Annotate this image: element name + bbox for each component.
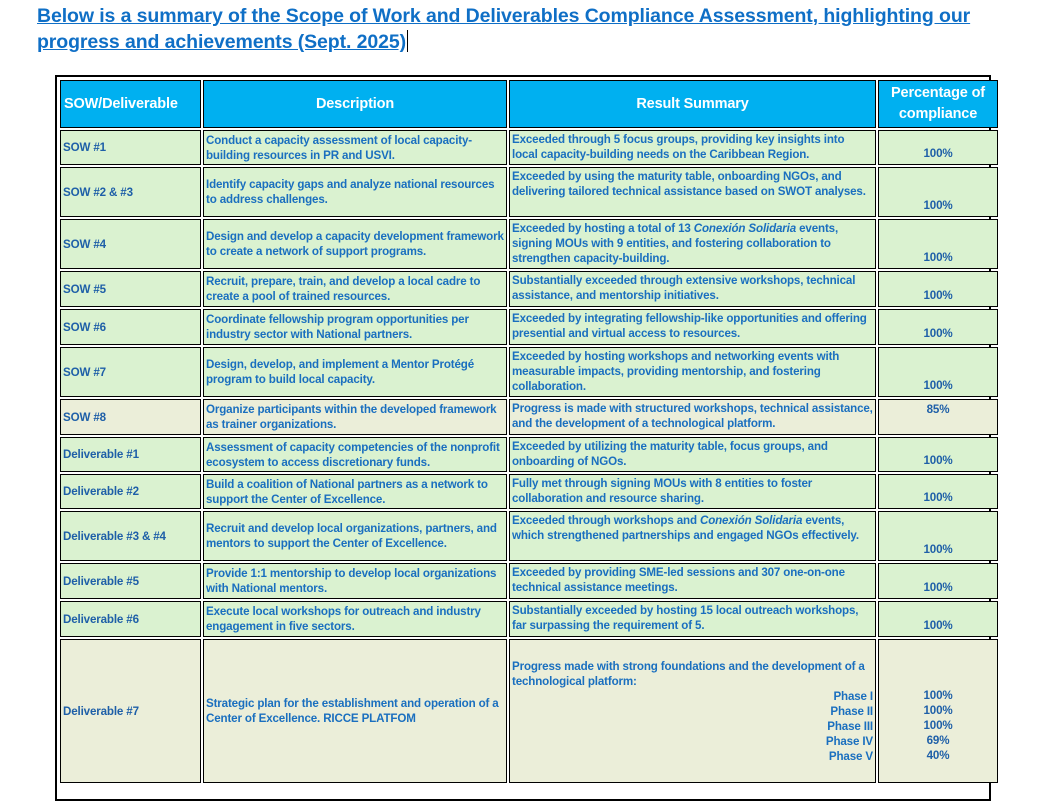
- header-sow-deliverable: SOW/Deliverable: [60, 80, 201, 128]
- phase-label: Phase I: [833, 689, 873, 703]
- result-italic-text: Conexión Solidaria: [699, 514, 803, 527]
- row-result: [509, 601, 876, 637]
- row-result: [509, 511, 876, 561]
- row-percent: 100%: [878, 601, 998, 637]
- table-row: [60, 511, 998, 561]
- compliance-table-frame: [55, 75, 991, 801]
- row-percent: [878, 639, 998, 783]
- row-result: [509, 130, 876, 165]
- result-text: Progress is made with structured workshops, technical assistance, and the development of a technological platform.: [512, 402, 873, 430]
- table-row: [60, 347, 998, 397]
- phase-percent: 100%: [923, 688, 953, 702]
- row-result: [509, 309, 876, 345]
- row-description: Strategic plan for the establishment and operation of a Center of Excellence. RICCE PLATFOM: [203, 639, 507, 783]
- result-text: Exceeded by hosting a total of 13: [512, 222, 694, 235]
- row-result: [509, 563, 876, 599]
- row-percent: 100%: [878, 130, 998, 165]
- phase-percent: 100%: [923, 718, 953, 732]
- table-row: [60, 474, 998, 509]
- row-description: Conduct a capacity assessment of local capacity-building resources in PR and USVI.: [203, 130, 507, 165]
- row-id: Deliverable #2: [60, 474, 201, 509]
- row-percent: 100%: [878, 271, 998, 307]
- result-text: Exceeded by providing SME-led sessions and 307 one-on-one technical assistance meetings.: [512, 566, 845, 594]
- row-percent: 100%: [878, 563, 998, 599]
- row-result: [509, 271, 876, 307]
- result-text-cont: events, which strengthened partnerships and engaged NGOs effectively.: [512, 514, 859, 542]
- phase-label: Phase IV: [825, 734, 873, 748]
- table-row: [60, 309, 998, 345]
- row-id: Deliverable #7: [60, 639, 201, 783]
- phase-percent: 40%: [926, 748, 950, 762]
- result-text: Exceeded by hosting workshops and networking events with measurable impacts, providing mentorship, and fostering collaboration.: [512, 350, 840, 393]
- result-italic-text: Conexión Solidaria: [693, 222, 797, 235]
- phase-list: [512, 689, 873, 764]
- result-text: Fully met through signing MOUs with 8 entities to foster collaboration and resource sharing.: [512, 477, 813, 505]
- result-text-cont: events, signing MOUs with 9 entities, and fostering collaboration to strengthen capacity-building.: [512, 222, 839, 265]
- row-id: SOW #7: [60, 347, 201, 397]
- result-text: Substantially exceeded by hosting 15 local outreach workshops, far surpassing the requirement of 5.: [512, 604, 859, 632]
- row-id: SOW #5: [60, 271, 201, 307]
- phase-label: Phase III: [827, 719, 873, 733]
- row-result: [509, 399, 876, 435]
- row-id: Deliverable #1: [60, 437, 201, 472]
- row-percent: 100%: [878, 437, 998, 472]
- table-row: [60, 167, 998, 217]
- row-id: SOW #6: [60, 309, 201, 345]
- result-text: Exceeded through 5 focus groups, providing key insights into local capacity-building needs on the Caribbean Region.: [512, 133, 845, 161]
- row-description: Design, develop, and implement a Mentor Protégé program to build local capacity.: [203, 347, 507, 397]
- row-description: Execute local workshops for outreach and industry engagement in five sectors.: [203, 601, 507, 637]
- row-id: Deliverable #5: [60, 563, 201, 599]
- row-result: [509, 347, 876, 397]
- row-id: SOW #1: [60, 130, 201, 165]
- header-percentage: Percentage of compliance: [878, 80, 998, 128]
- text-cursor: [407, 30, 408, 52]
- row-percent: 85%: [878, 399, 998, 435]
- heading-text: Below is a summary of the Scope of Work and Deliverables Compliance Assessment, highlighting our progress and achievements (Sept. 2025): [37, 5, 971, 53]
- table-row: [60, 601, 998, 637]
- row-percent: 100%: [878, 309, 998, 345]
- row-percent: 100%: [878, 511, 998, 561]
- result-text: Exceeded by integrating fellowship-like opportunities and offering presential and virtual access to resources.: [512, 312, 867, 340]
- row-id: Deliverable #3 & #4: [60, 511, 201, 561]
- row-result: [509, 167, 876, 217]
- phase-label: Phase II: [830, 704, 873, 718]
- row-result: [509, 437, 876, 472]
- row-result: [509, 639, 876, 783]
- row-description: Identify capacity gaps and analyze national resources to address challenges.: [203, 167, 507, 217]
- result-text: Progress made with strong foundations and the development of a technological platform:: [512, 659, 865, 688]
- table-row: [60, 639, 998, 783]
- table-row: [60, 219, 998, 269]
- row-id: Deliverable #6: [60, 601, 201, 637]
- table-body: [60, 130, 998, 783]
- result-text: Substantially exceeded through extensive workshops, technical assistance, and mentorship initiatives.: [512, 274, 856, 302]
- row-description: Build a coalition of National partners as a network to support the Center of Excellence.: [203, 474, 507, 509]
- phase-percent: 69%: [926, 733, 950, 747]
- table-row: [60, 563, 998, 599]
- row-description: Provide 1:1 mentorship to develop local organizations with National mentors.: [203, 563, 507, 599]
- phase-percent-list: [881, 688, 995, 763]
- row-percent: 100%: [878, 474, 998, 509]
- row-description: Organize participants within the developed framework as trainer organizations.: [203, 399, 507, 435]
- table-header-row: [60, 80, 998, 128]
- result-text: Exceeded by utilizing the maturity table, focus groups, and onboarding of NGOs.: [512, 440, 828, 468]
- row-id: SOW #4: [60, 219, 201, 269]
- table-row: [60, 271, 998, 307]
- page-heading: [37, 3, 1027, 55]
- table-row: [60, 437, 998, 472]
- row-result: [509, 219, 876, 269]
- row-percent: 100%: [878, 167, 998, 217]
- row-percent: 100%: [878, 219, 998, 269]
- phase-percent: 100%: [923, 703, 953, 717]
- row-description: Recruit and develop local organizations, partners, and mentors to support the Center of Excellence.: [203, 511, 507, 561]
- row-description: Assessment of capacity competencies of the nonprofit ecosystem to access discretionary funds.: [203, 437, 507, 472]
- row-description: Recruit, prepare, train, and develop a local cadre to create a pool of trained resources.: [203, 271, 507, 307]
- header-result-summary: Result Summary: [509, 80, 876, 128]
- header-description: Description: [203, 80, 507, 128]
- row-percent: 100%: [878, 347, 998, 397]
- result-text: Exceeded through workshops and: [512, 514, 700, 527]
- compliance-table: [58, 78, 1000, 785]
- row-id: SOW #8: [60, 399, 201, 435]
- phase-label: Phase V: [828, 749, 873, 763]
- row-result: [509, 474, 876, 509]
- table-row: [60, 130, 998, 165]
- row-description: Coordinate fellowship program opportunities per industry sector with National partners.: [203, 309, 507, 345]
- table-row: [60, 399, 998, 435]
- row-description: Design and develop a capacity development framework to create a network of support programs.: [203, 219, 507, 269]
- row-id: SOW #2 & #3: [60, 167, 201, 217]
- result-text: Exceeded by using the maturity table, onboarding NGOs, and delivering tailored technical assistance based on SWOT analyses.: [512, 170, 866, 198]
